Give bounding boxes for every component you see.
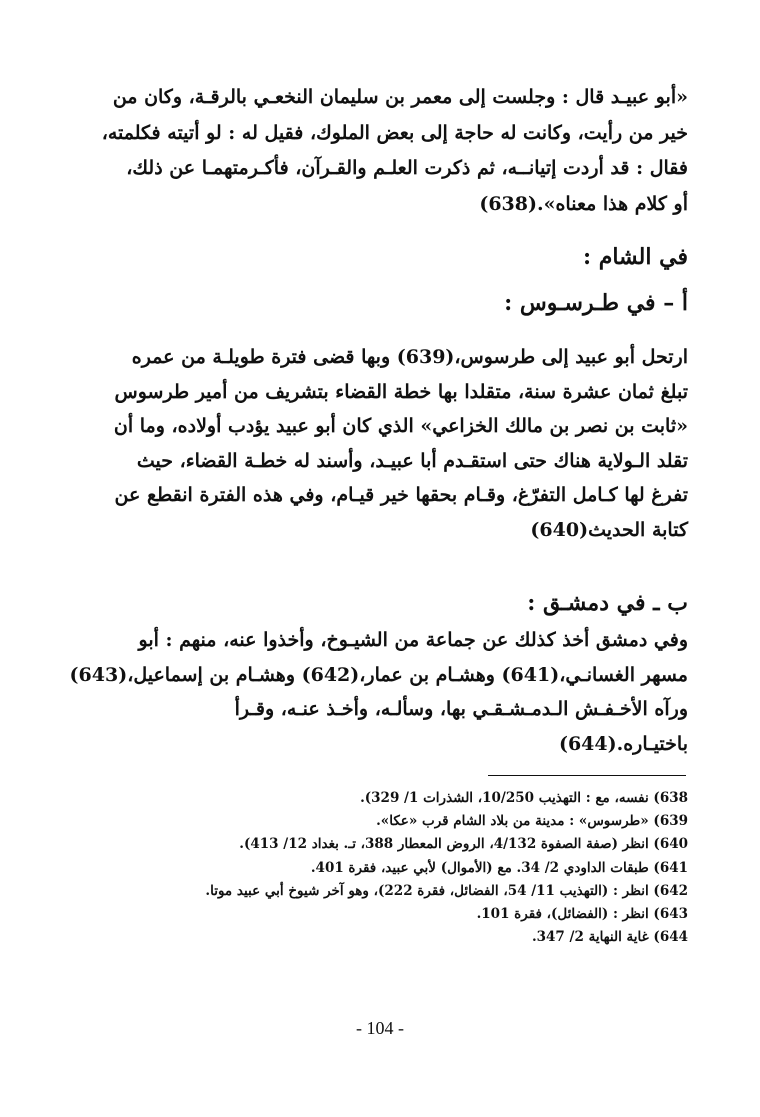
subsection-heading-tarsus: أ – في طـرسـوس :: [504, 290, 688, 316]
footnote: 640) انظر (صفة الصفوة 4/132، الروض المعطار 388، تـ. بغداد 12/ 413).: [239, 836, 688, 853]
quote-paragraph: [74, 80, 688, 222]
text-line: خير من رأيت، وكانت له حاجة إلى بعض الملوك، فقيل له : لو أتيته فكلمته،: [101, 121, 688, 144]
footnote: 643) انظر : (الفضائل)، فقرة 101.: [476, 906, 688, 923]
text-line: «أبو عبيـد قال : وجلست إلى معمر بن سليمان النخعـي بالرقـة، وكان من: [112, 86, 688, 108]
text-line: وفي دمشق أخذ كذلك عن جماعة من الشيـوخ، وأخذوا عنه، منهم : أبو: [138, 629, 688, 651]
footnote: 638) نفسه، مع : التهذيب 10/250، الشذرات 1/ 329).: [360, 790, 688, 806]
footnote: 642) انظر : (التهذيب 11/ 54، الفضائل، فقرة 222)، وهو آخر شيوخ أبي عبيد موتا.: [205, 882, 688, 899]
footnotes: [74, 787, 688, 949]
page-number: - 104 -: [356, 1018, 404, 1038]
subsection-heading-damascus: ب ـ في دمشـق :: [527, 590, 688, 616]
text-line: ارتحل أبو عبيد إلى طرسوس،(639) وبها قضى فترة طويلـة من عمره: [131, 346, 688, 368]
text-line: أو كلام هذا معناه».(638): [479, 192, 688, 215]
text-line: «ثابت بن نصر بن مالك الخزاعي» الذي كان أبو عبيد يؤدب أولاده، وما أن: [113, 415, 688, 438]
text-line: تقلد الـولاية هناك حتى استقـدم أبا عبيـد، وأسند له خطـة القضاء، حيث: [136, 449, 688, 472]
text-line: تفرغ لها كـامل التفرّغ، وقـام بحقها خير قيـام، وفي هذه الفترة انقطع عن: [114, 484, 688, 507]
section-heading-sham: في الشام :: [582, 244, 688, 270]
text-line: فقال : قد أردت إتيانــه، ثم ذكرت العلـم والقـرآن، فأكـرمتهمـا عن ذلك،: [126, 157, 688, 179]
footnote: 639) «طرسوس» : مدينة من بلاد الشام قرب «عكا».: [376, 813, 688, 830]
tarsus-paragraph: [74, 340, 688, 548]
text-line: ورآه الأخـفـش الـدمـشـقـي بها، وسألـه، وأخـذ عنـه، وقـرأ: [234, 698, 688, 720]
damascus-paragraph: [69, 623, 688, 761]
text-line: كتابة الحديث(640): [530, 518, 688, 541]
footnote: 641) طبقات الداودي 2/ 34. مع (الأموال) لأبي عبيد، فقرة 401.: [310, 859, 688, 876]
text-line: باختيـاره.(644): [558, 732, 688, 755]
text-line: مسهر الغسانـي،(641) وهشـام بن عمار،(642) وهشـام بن إسماعيل،(643): [69, 663, 688, 686]
text-line: تبلغ ثمان عشرة سنة، متقلدا بها خطة القضاء بتشريف من أمير طرسوس: [114, 380, 688, 403]
footnote-divider: [488, 775, 686, 776]
footnote: 644) غاية النهاية 2/ 347.: [531, 929, 688, 946]
